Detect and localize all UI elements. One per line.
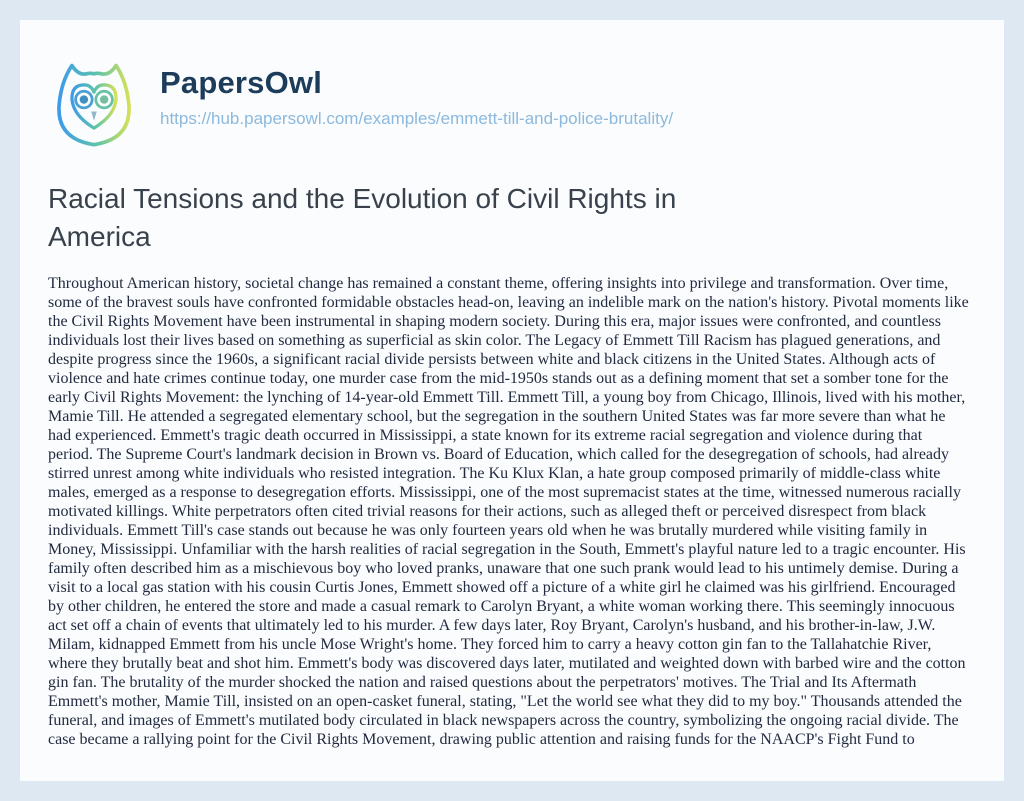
article-body-text: Throughout American history, societal change has remained a constant theme, offering insights into privilege and transformation. Over time, some of the bravest souls have confronted formidable obstacles head-on, leaving an indelible mark on the nation's history. Pivotal moments like the Civil Rights Movement have been instrumental in shaping modern society. During this era, major issues were confronted, and countless individuals lost their lives based on something as superficial as skin color. The Legacy of Emmett Till Racism has plagued generations, and despite progress since the 1960s, a significant racial divide persists between white and black citizens in the United States. Although acts of violence and hate crimes continue today, one murder case from the mid-1950s stands out as a defining moment that set a somber tone for the early Civil Rights Movement: the lynching of 14-year-old Emmett Till. Emmett Till, a young boy from Chicago, Illinois, lived with his mother, Mamie Till. He attended a segregated elementary school, but the segregation in the southern United States was far more severe than what he had experienced. Emmett's tragic death occurred in Mississippi, a state known for its extreme racial segregation and violence during that period. The Supreme Court's landmark decision in Brown vs. Board of Education, which called for the desegregation of schools, had already stirred unrest among white individuals who resisted integration. The Ku Klux Klan, a hate group composed primarily of middle-class white males, emerged as a response to desegregation efforts. Mississippi, one of the most supremacist states at the time, witnessed numerous racially motivated killings. White perpetrators often cited trivial reasons for their actions, such as alleged theft or perceived disrespect from black individuals. Emmett Till's case stands out because he was only fourteen years old when he was brutally murdered while visiting family in Money, Mississippi. Unfamiliar with the harsh realities of racial segregation in the South, Emmett's playful nature led to a tragic encounter. His family often described him as a mischievous boy who loved pranks, unaware that one such prank would lead to his untimely demise. During a visit to a local gas station with his cousin Curtis Jones, Emmett showed off a picture of a white girl he claimed was his girlfriend. Encouraged by other children, he entered the store and made a casual remark to Carolyn Bryant, a white woman working there. This seemingly innocuous act set off a chain of events that ultimately led to his murder. A few days later, Roy Bryant, Carolyn's husband, and his brother-in-law, J.W. Milam, kidnapped Emmett from his uncle Mose Wright's home. They forced him to carry a heavy cotton gin fan to the Tallahatchie River, where they brutally beat and shot him. Emmett's body was discovered days later, mutilated and weighted down with barbed wire and the cotton gin fan. The brutality of the murder shocked the nation and raised questions about the perpetrators' motives. The Trial and Its Aftermath Emmett's mother, Mamie Till, insisted on an open-casket funeral, stating, "Let the world see what they did to my boy." Thousands attended the funeral, and images of Emmett's mutilated body circulated in black newspapers across the country, symbolizing the ongoing racial divide. The case became a rallying point for the Civil Rights Movement, drawing public attention and raising funds for the NAACP's Fight Fund to — [48, 274, 969, 748]
brand-name: PapersOwl — [160, 65, 323, 100]
site-header — [48, 58, 970, 154]
header-text-block — [160, 58, 673, 129]
papersowl-owl-logo-icon — [48, 58, 140, 154]
document-page — [20, 20, 1004, 781]
article-title: Racial Tensions and the Evolution of Civil Rights in America — [48, 183, 677, 252]
article-url-link[interactable]: https://hub.papersowl.com/examples/emmett-till-and-police-brutality/ — [160, 109, 674, 129]
